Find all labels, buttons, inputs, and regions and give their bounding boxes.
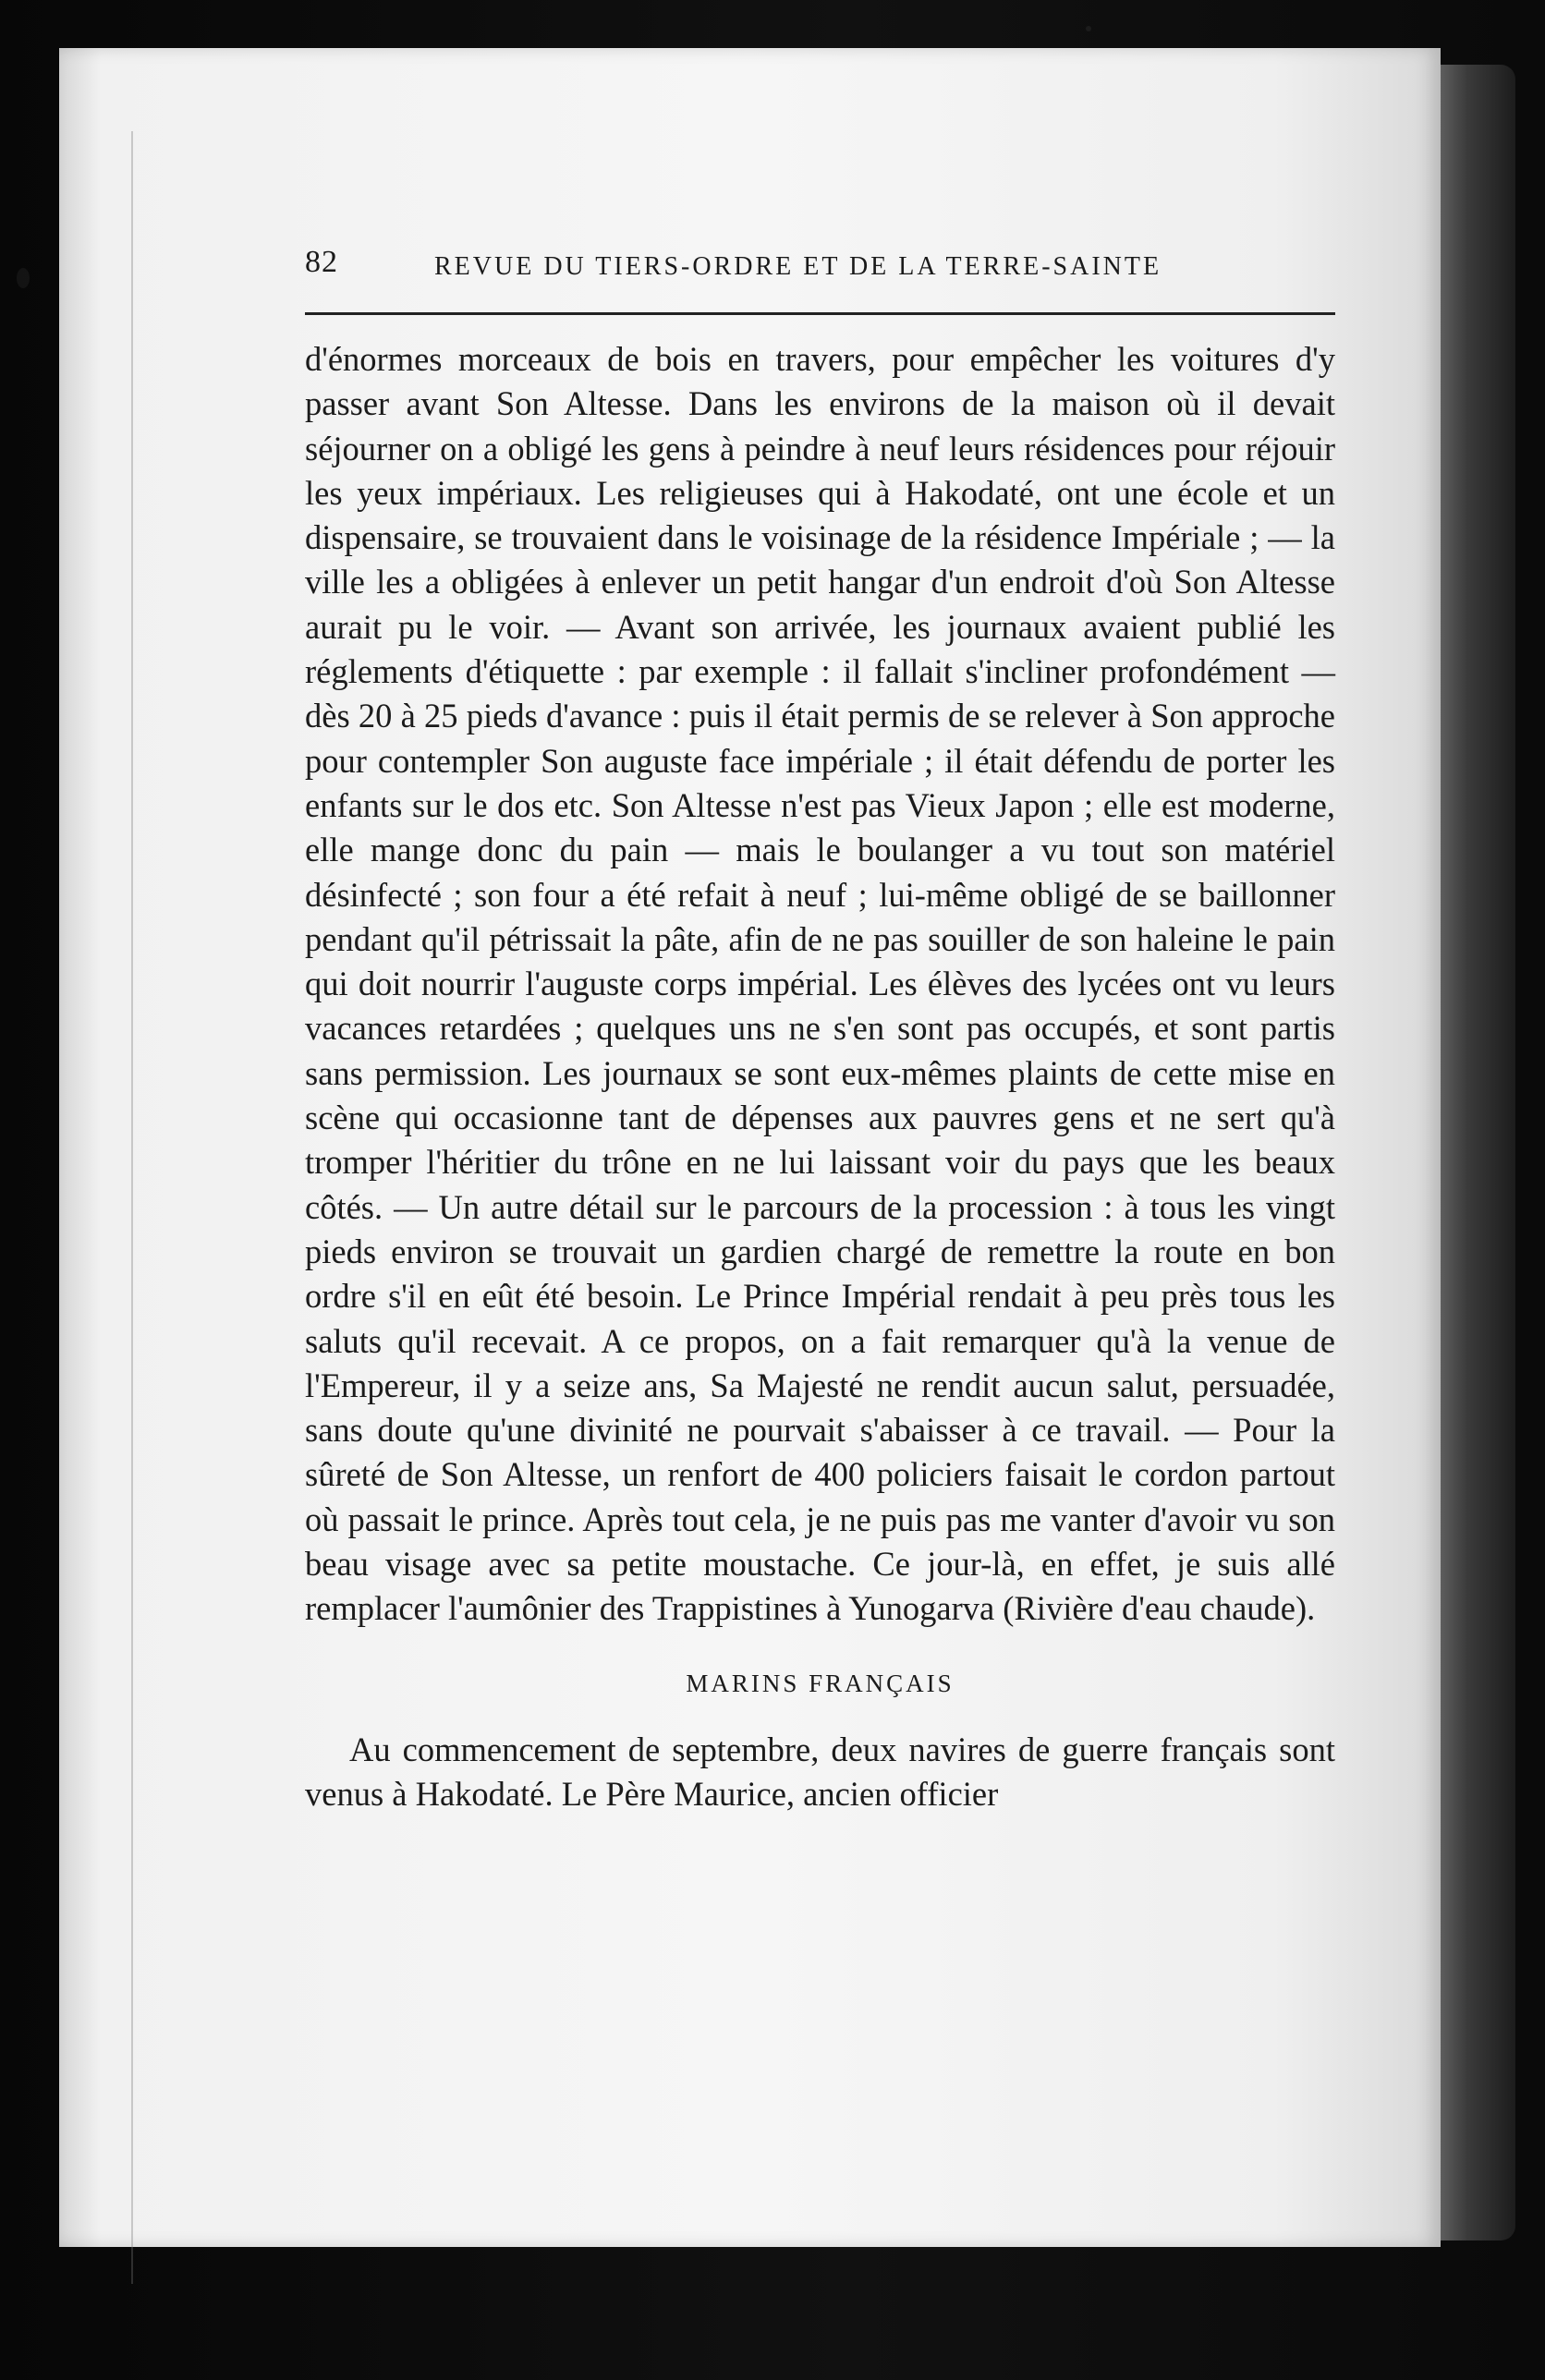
scan-speck (1086, 26, 1091, 31)
paragraph: d'énormes morceaux de bois en travers, pour empêcher les voitures d'y passer avant Son Altesse. Dans les environs de la maison où il devait séjourner on a obligé les gens à peindre à neuf leurs résidences pour réjouir les yeux impériaux. Les religieuses qui à Hakodaté, ont une école et un dispensaire, se trouvaient dans le voisinage de la résidence Impériale ; — la ville les a obligées à enlever un petit hangar d'un endroit d'où Son Altesse aurait pu le voir. — Avant son arrivée, les journaux avaient publié les réglements d'étiquette : par exemple : il fallait s'incliner profondément — dès 20 à 25 pieds d'avance : puis il était permis de se relever à Son approche pour contempler Son auguste face impériale ; il était défendu de porter les enfants sur le dos etc. Son Altesse n'est pas Vieux Japon ; elle est moderne, elle mange donc du pain — mais le boulanger a vu tout son matériel désinfecté ; son four a été refait à neuf ; lui-même obligé de se baillonner pendant qu'il pétrissait la pâte, afin de ne pas souiller de son haleine le pain qui doit nourrir l'auguste corps impérial. Les élèves des lycées ont vu leurs vacances retardées ; quelques uns ne s'en sont pas occupés, et sont partis sans permission. Les journaux se sont eux-mêmes plaints de cette mise en scène qui occasionne tant de dépenses aux pauvres gens et ne sert qu'à tromper l'héritier du trône en ne lui laissant voir du pays que les beaux côtés. — Un autre détail sur le parcours de la procession : à tous les vingt pieds environ se trouvait un gardien chargé de remettre la route en bon ordre s'il en eût été besoin. Le Prince Impérial rendait à peu près tous les saluts qu'il recevait. A ce propos, on a fait remarquer qu'à la venue de l'Empereur, il y a seize ans, Sa Majesté ne rendit aucun salut, persuadée, sans doute qu'une divinité ne pourvait s'abaisser à ce travail. — Pour la sûreté de Son Altesse, un renfort de 400 policiers faisait le cordon partout où passait le prince. Après tout cela, je ne puis pas me vanter d'avoir vu son beau visage avec sa petite moustache. Ce jour-là, en effet, je suis allé remplacer l'aumônier des Trappistines à Yunogarva (Rivière d'eau chaude). (305, 340, 1335, 1628)
page-stack-edge (1428, 65, 1515, 2240)
header-rule (305, 312, 1335, 315)
running-head (305, 245, 1335, 297)
page-number: 82 (305, 245, 338, 279)
gutter-line (131, 131, 133, 2284)
paragraph: Au commencement de septembre, deux navires de guerre français sont venus à Hakodaté. Le Père Maurice, ancien officier (305, 1730, 1335, 1813)
body-text (305, 337, 1335, 1816)
running-title: REVUE DU TIERS-ORDRE ET DE LA TERRE-SAINTE (434, 252, 1162, 281)
section-heading: MARINS FRANÇAIS (686, 1669, 955, 1697)
scan-speck (17, 268, 30, 288)
